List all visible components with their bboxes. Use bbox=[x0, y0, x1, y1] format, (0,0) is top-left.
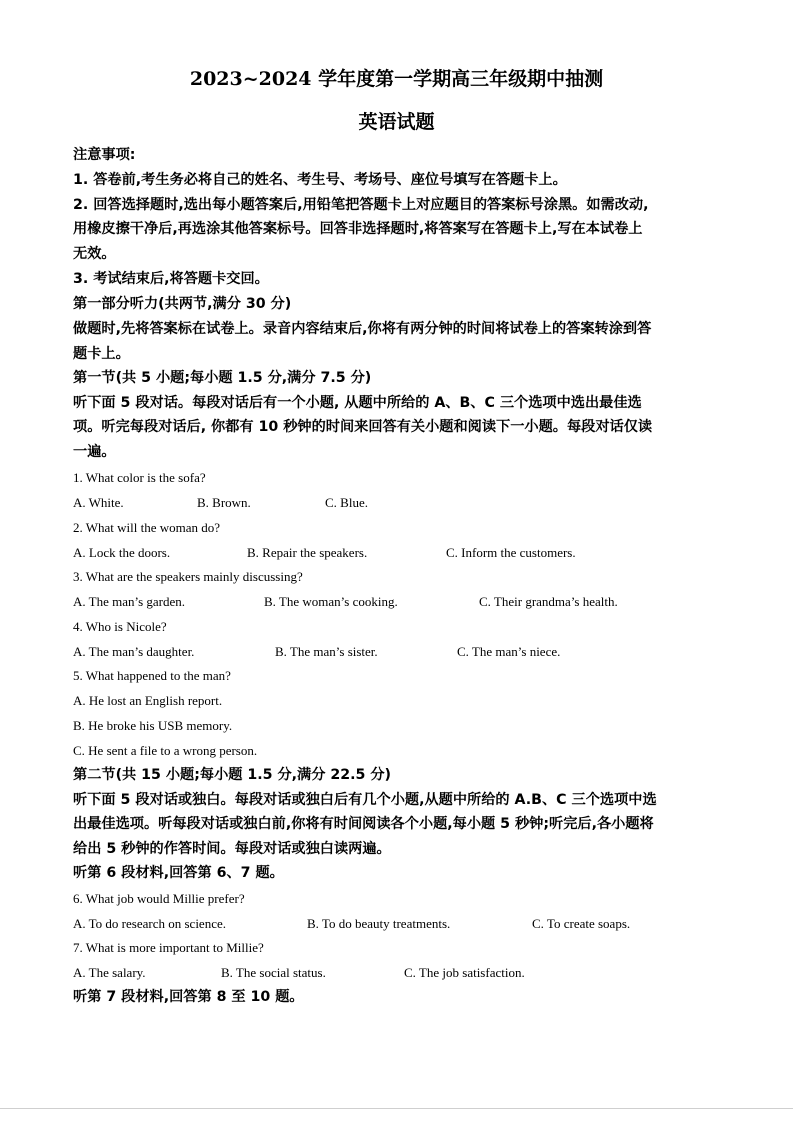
question-4-stem: 4. Who is Nicole? bbox=[73, 619, 167, 634]
section1-instruction-line-3: 一遍。 bbox=[73, 444, 116, 460]
question-7-option-c: C. The job satisfaction. bbox=[404, 965, 525, 980]
question-7-stem: 7. What is more important to Millie? bbox=[73, 940, 264, 955]
section1-instruction-line-2: 项。听完每段对话后, 你都有 10 秒钟的时间来回答有关小题和阅读下一小题。每段对话仅读 bbox=[73, 419, 653, 435]
part1-heading: 第一部分听力(共两节,满分 30 分) bbox=[73, 296, 292, 312]
note-item-2-line-1: 2. 回答选择题时,选出每小题答案后,用铅笔把答题卡上对应题目的答案标号涂黑。如需改动, bbox=[73, 197, 649, 213]
question-6-option-b: B. To do beauty treatments. bbox=[307, 916, 451, 931]
question-4-option-a: A. The man’s daughter. bbox=[73, 644, 195, 659]
material-7-heading: 听第 7 段材料,回答第 8 至 10 题。 bbox=[73, 989, 304, 1005]
question-1-option-b: B. Brown. bbox=[197, 495, 251, 510]
question-3-stem: 3. What are the speakers mainly discussing? bbox=[73, 569, 303, 584]
question-5-stem: 5. What happened to the man? bbox=[73, 668, 231, 683]
exam-subtitle: 英语试题 bbox=[358, 111, 435, 133]
note-item-1: 1. 答卷前,考生务必将自己的姓名、考生号、考场号、座位号填写在答题卡上。 bbox=[73, 172, 567, 188]
question-6-stem: 6. What job would Millie prefer? bbox=[73, 891, 245, 906]
note-item-3: 3. 考试结束后,将答题卡交回。 bbox=[73, 271, 269, 287]
note-item-2-line-2: 用橡皮擦干净后,再选涂其他答案标号。回答非选择题时,将答案写在答题卡上,写在本试卷上 bbox=[73, 221, 643, 237]
question-3-option-b: B. The woman’s cooking. bbox=[264, 594, 398, 609]
question-6-option-a: A. To do research on science. bbox=[73, 916, 226, 931]
question-7-option-a: A. The salary. bbox=[73, 965, 146, 980]
question-2-option-c: C. Inform the customers. bbox=[446, 545, 576, 560]
page-bottom-divider bbox=[0, 1108, 793, 1109]
question-1-option-c: C. Blue. bbox=[325, 495, 368, 510]
question-1-stem: 1. What color is the sofa? bbox=[73, 470, 206, 485]
question-5-option-c: C. He sent a file to a wrong person. bbox=[73, 743, 258, 758]
section1-instruction-line-1: 听下面 5 段对话。每段对话后有一个小题, 从题中所给的 A、B、C 三个选项中选出最佳选 bbox=[73, 395, 642, 411]
question-2-option-b: B. Repair the speakers. bbox=[247, 545, 368, 560]
question-2-stem: 2. What will the woman do? bbox=[73, 520, 221, 535]
question-4-option-b: B. The man’s sister. bbox=[275, 644, 378, 659]
question-6-option-c: C. To create soaps. bbox=[532, 916, 631, 931]
section2-instruction-line-3: 给出 5 秒钟的作答时间。每段对话或独白读两遍。 bbox=[73, 841, 391, 857]
notes-heading: 注意事项: bbox=[73, 147, 136, 163]
part1-instruction-line-2: 题卡上。 bbox=[73, 346, 130, 362]
question-2-option-a: A. Lock the doors. bbox=[73, 545, 171, 560]
question-3-option-a: A. The man’s garden. bbox=[73, 594, 186, 609]
exam-title: 2023~2024 学年度第一学期高三年级期中抽测 bbox=[189, 68, 604, 90]
question-5-option-a: A. He lost an English report. bbox=[73, 693, 223, 708]
section2-instruction-line-2: 出最佳选项。听每段对话或独白前,你将有时间阅读各个小题,每小题 5 秒钟;听完后,各小题将 bbox=[73, 816, 654, 832]
question-1-option-a: A. White. bbox=[73, 495, 124, 510]
question-7-option-b: B. The social status. bbox=[221, 965, 326, 980]
part1-instruction-line-1: 做题时,先将答案标在试卷上。录音内容结束后,你将有两分钟的时间将试卷上的答案转涂到答 bbox=[73, 321, 652, 337]
note-item-2-line-3: 无效。 bbox=[73, 246, 116, 262]
question-4-option-c: C. The man’s niece. bbox=[457, 644, 561, 659]
material-6-heading: 听第 6 段材料,回答第 6、7 题。 bbox=[73, 865, 284, 881]
section1-heading: 第一节(共 5 小题;每小题 1.5 分,满分 7.5 分) bbox=[73, 370, 372, 386]
section2-heading: 第二节(共 15 小题;每小题 1.5 分,满分 22.5 分) bbox=[73, 767, 391, 783]
question-3-option-c: C. Their grandma’s health. bbox=[479, 594, 618, 609]
section2-instruction-line-1: 听下面 5 段对话或独白。每段对话或独白后有几个小题,从题中所给的 A.B、C 三个选项中选 bbox=[73, 792, 657, 808]
question-5-option-b: B. He broke his USB memory. bbox=[73, 718, 233, 733]
